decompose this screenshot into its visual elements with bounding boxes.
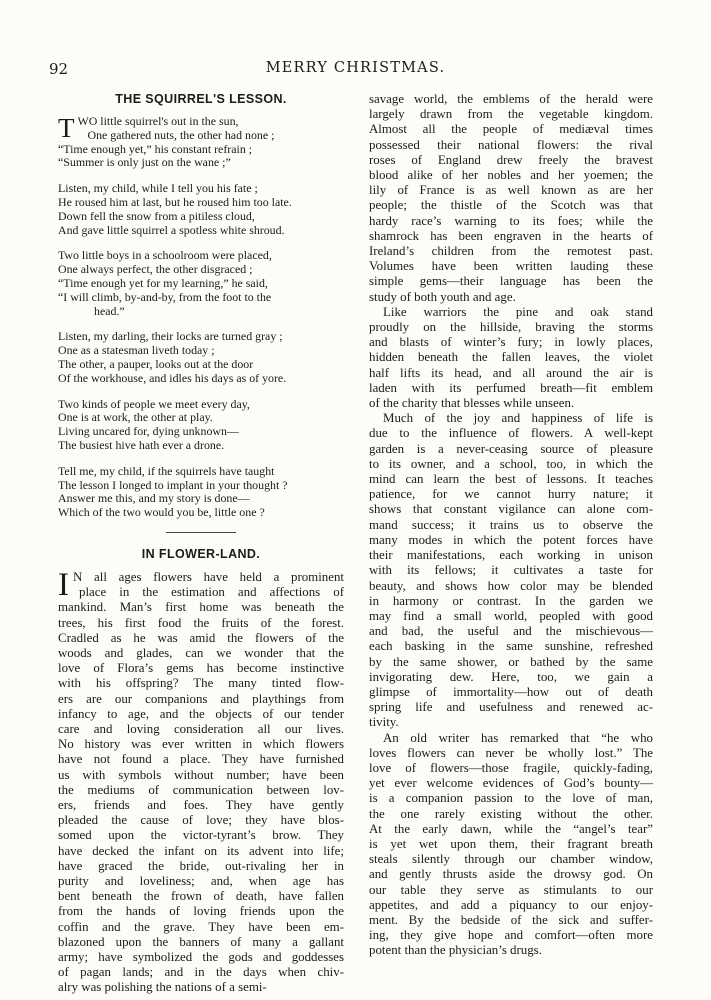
- article-line: N all ages flowers have held a prominent: [73, 569, 344, 584]
- article-line: half lifts its head, and all around the air is: [369, 365, 653, 380]
- article-line: An old writer has remarked that “he who: [383, 730, 653, 745]
- article-line: purity and loveliness; and, when age has: [58, 873, 344, 888]
- article-line: steals silently through our chamber window,: [369, 852, 653, 867]
- poem-line: One gathered nuts, the other had none ;: [87, 128, 275, 142]
- article-line: mind can learn the best of lessons. It teaches: [369, 472, 653, 487]
- poem-stanza: [58, 465, 344, 520]
- article-line: shamrock has been engraven in the hearts of: [369, 228, 653, 243]
- article-line: proudly on the hillside, braving the storms: [369, 320, 653, 335]
- article-line: Cradled as he was amid the flowers of the: [58, 630, 344, 645]
- running-title: MERRY CHRISTMAS.: [265, 60, 446, 76]
- article-line: coffin and the grave. They have been em-: [58, 919, 344, 934]
- page-number: 92: [49, 60, 69, 78]
- article-line: largely drawn from the vegetable kingdom.: [369, 107, 653, 122]
- article-line: blazoned upon the banners of many a gallant: [58, 934, 344, 949]
- article-line: their manifestations, each working in unison: [369, 548, 653, 563]
- poem-line: He roused him at last, but he roused him too late.: [58, 195, 292, 209]
- article-line: roses of England drew freely the bravest: [369, 152, 653, 167]
- poem-line: Two little boys in a schoolroom were placed,: [58, 249, 272, 263]
- article-line: the one rarely existing without the other.: [369, 806, 653, 821]
- poem-line: Listen, my darling, their locks are turned gray ;: [58, 330, 283, 344]
- poem-line: One as a statesman liveth today ;: [58, 344, 215, 358]
- poem-title: THE SQUIRREL'S LESSON.: [115, 92, 287, 106]
- article-line: have graced the bride, out-rivaling her in: [58, 858, 344, 873]
- article-line: people; the thistle of the Scotch was that: [369, 198, 653, 213]
- article-line: glimpse of immortality—how out of death: [369, 684, 653, 699]
- article-title: IN FLOWER-LAND.: [141, 546, 261, 561]
- article-line: Volumes have been written lauding these: [369, 259, 653, 274]
- article-line: study of both youth and age.: [369, 289, 516, 304]
- left-column: [58, 92, 344, 996]
- article-line: yet ever welcome evidences of God’s bounty—: [369, 776, 653, 791]
- article-line: loves flowers can never be wholly lost.” The: [369, 745, 653, 760]
- poem-stanza: [58, 249, 344, 318]
- poem-stanza: [58, 398, 344, 453]
- poem-line: “I will climb, by-and-by, from the foot to the: [58, 290, 272, 304]
- article-line: Almost all the people of mediæval times: [369, 122, 653, 137]
- poem-line: One always perfect, the other disgraced ;: [58, 263, 253, 277]
- poem-line: Of the workhouse, and idles his days as of yore.: [58, 371, 287, 385]
- article-line: mand success; it trains us to observe the: [369, 517, 653, 532]
- article-line: possessed their national flowers: the rival: [369, 137, 653, 152]
- poem: [58, 115, 344, 520]
- article-line: and blasts of winter’s fury; in lowly places,: [369, 335, 653, 350]
- article-line: shows that constant vigilance can alone com-: [369, 502, 653, 517]
- article-line: appetites, and add a piquancy to our enjoy-: [369, 897, 653, 912]
- article-line: many modes in which the potent forces have: [369, 532, 653, 547]
- article-line: with his offspring? The many tinted flow-: [58, 676, 344, 691]
- poem-line: “Time enough yet,” his constant refrain ;: [58, 142, 253, 156]
- article-line: garden is a never-ceasing source of pleasure: [369, 441, 653, 456]
- article-line: hidden beneath the fallen leaves, the violet: [369, 350, 653, 365]
- article-line: with its fellows; it cultivates a taste for: [369, 563, 653, 578]
- article-line: in harmony or contrast. In the garden we: [369, 593, 653, 608]
- poem-line: head.”: [94, 304, 125, 318]
- poem-line: The other, a pauper, looks out at the door: [58, 357, 254, 371]
- article-line: the mediums of communication between lov-: [58, 782, 344, 797]
- poem-line: “Summer is only just on the wane ;”: [58, 156, 231, 170]
- poem-line: Living uncared for, dying unknown—: [58, 425, 239, 439]
- article-line: care and loving consideration all our lives.: [58, 721, 344, 736]
- article-line: savage world, the emblems of the herald were: [369, 92, 653, 106]
- poem-line: Down fell the snow from a pitiless cloud,: [58, 209, 255, 223]
- article-line: blood alike of her nobles and her yoemen; the: [369, 168, 653, 183]
- article-line: Like warriors the pine and oak stand: [383, 304, 653, 319]
- article-line: trees, his first food the fruits of the forest.: [58, 615, 344, 630]
- article-line: beauty, and shows how color may be blended: [369, 578, 653, 593]
- poem-dropcap: T: [58, 113, 75, 143]
- article-line: alry was polishing the nations of a semi-: [58, 980, 267, 995]
- poem-line: WO little squirrel's out in the sun,: [77, 115, 239, 128]
- poem-line: “Time enough yet for my learning,” he said,: [58, 276, 268, 290]
- article-body-right: [369, 92, 653, 959]
- article-line: No history was ever written in which flowers: [58, 737, 344, 752]
- article-line: simple gems—their language has been the: [369, 274, 653, 289]
- article-line: pleaded the cause of love; they have blos-: [58, 813, 344, 828]
- article-line: may find a small world, peopled with good: [369, 608, 653, 623]
- article-line: ing, they give hope and comfort—often more: [369, 928, 653, 943]
- article-line: patience, for we cannot hurry nature; it: [369, 487, 653, 502]
- article-line: infancy to age, and the objects of our tender: [58, 706, 344, 721]
- article-line: us with symbols without number; have been: [58, 767, 344, 782]
- poem-line: The lesson I longed to implant in your thought ?: [58, 478, 288, 492]
- article-line: and bad, the useful and the mischievous—: [369, 624, 653, 639]
- article-line: from the hands of loving friends upon the: [58, 904, 344, 919]
- article-line: due to the influence of flowers. A well-kept: [369, 426, 653, 441]
- section-divider: [166, 532, 236, 533]
- article-line: tivity.: [369, 715, 399, 730]
- article-line: Ireland’s children from the remotest past.: [369, 244, 653, 259]
- poem-line: Two kinds of people we meet every day,: [58, 397, 250, 411]
- poem-stanza: [58, 115, 344, 170]
- poem-line: Listen, my child, while I tell you his fate ;: [58, 182, 258, 196]
- article-line: bent beneath the frown of death, have fallen: [58, 889, 344, 904]
- article-line: woods and glades, can we wonder that the: [58, 645, 344, 660]
- article-line: hardy race’s warning to its foes; while the: [369, 213, 653, 228]
- article-line: have not found a place. They have furnished: [58, 752, 344, 767]
- article-line: is yet wet upon them, their fragrant breath: [369, 836, 653, 851]
- article-line: ers are our companions and playthings from: [58, 691, 344, 706]
- article-line: of the charity that blesses while unseen.: [369, 396, 575, 411]
- article-line: somed upon the victor-tyrant’s brow. They: [58, 828, 344, 843]
- right-column: [369, 92, 653, 959]
- article-line: by the same shower, or bathed by the same: [369, 654, 653, 669]
- article-dropcap: I: [58, 566, 69, 603]
- article-line: love of flowers—those fragile, quickly-fading,: [369, 760, 653, 775]
- article-line: our table they serve as stimulants to our: [369, 882, 653, 897]
- poem-line: One is at work, the other at play.: [58, 411, 213, 425]
- article-line: have decked the infant on its advent into life;: [58, 843, 344, 858]
- article-line: Much of the joy and happiness of life is: [383, 411, 653, 426]
- article-line: spring life and usefulness and renewed ac-: [369, 700, 653, 715]
- article-line: At the early dawn, while the “angel’s tear”: [369, 821, 653, 836]
- article-body-left: [58, 566, 344, 996]
- article-line: of pagan lands; and in the days when chiv-: [58, 965, 344, 980]
- poem-stanza: [58, 330, 344, 385]
- article-line: mankind. Man’s first home was beneath the: [58, 600, 344, 615]
- poem-line: Answer me this, and my story is done—: [58, 492, 250, 506]
- article-line: is a companion passion to the love of man,: [369, 791, 653, 806]
- article-line: potent than the physician’s drugs.: [369, 943, 542, 958]
- article-line: love of Flora’s gems has become instinctive: [58, 661, 344, 676]
- article-line: invigorating dew. Here, too, we gain a: [369, 669, 653, 684]
- poem-stanza: [58, 182, 344, 237]
- article-line: lily of France is as well known as are her: [369, 183, 653, 198]
- article-line: ment. By the bedside of the sick and suffer-: [369, 912, 653, 927]
- article-line: ers, friends and foes. They have gently: [58, 797, 344, 812]
- poem-line: The busiest hive hath ever a drone.: [58, 438, 225, 452]
- article-line: army; have symbolized the gods and goddesses: [58, 950, 344, 964]
- article-line: place in the estimation and affections of: [79, 585, 344, 600]
- article-line: and gently thrusts aside the drowsy god. On: [369, 867, 653, 882]
- poem-line: And gave little squirrel a spotless white shroud.: [58, 223, 285, 237]
- article-line: laden with its perfumed breath—fit emblem: [369, 380, 653, 395]
- poem-line: Tell me, my child, if the squirrels have taught: [58, 464, 275, 478]
- article-line: each basking in the same sunshine, refreshed: [369, 639, 653, 654]
- article-line: to its owner, and a school, too, in which the: [369, 456, 653, 471]
- poem-line: Which of the two would you be, little one ?: [58, 506, 265, 520]
